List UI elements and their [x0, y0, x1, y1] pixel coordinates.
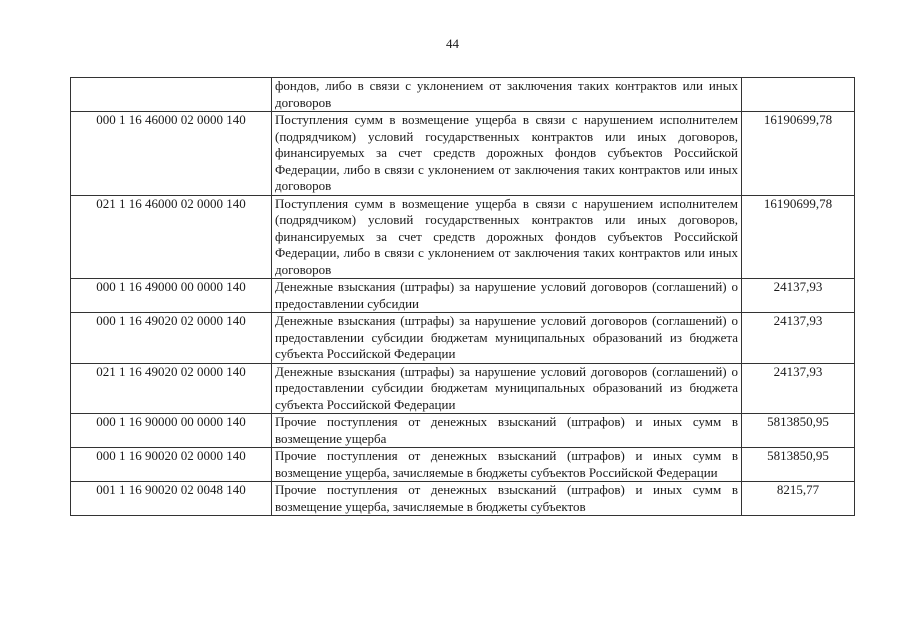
table-row	[71, 363, 855, 414]
revenue-description: Денежные взыскания (штрафы) за нарушение условий договоров (соглашений) о предоставлении субсидии	[272, 279, 742, 313]
revenue-amount: 16190699,78	[742, 195, 855, 279]
page-number: 44	[446, 36, 459, 51]
revenue-code: 000 1 16 49020 02 0000 140	[71, 313, 272, 364]
revenue-amount: 24137,93	[742, 363, 855, 414]
revenue-description: Прочие поступления от денежных взысканий (штрафов) и иных сумм в возмещение ущерба, зачисляемые в бюджеты субъектов	[272, 482, 742, 516]
revenue-amount	[742, 78, 855, 112]
table-row	[71, 448, 855, 482]
revenue-code: 000 1 16 49000 00 0000 140	[71, 279, 272, 313]
budget-revenue-table	[70, 77, 855, 516]
revenue-amount: 5813850,95	[742, 448, 855, 482]
revenue-amount: 8215,77	[742, 482, 855, 516]
revenue-description: Поступления сумм в возмещение ущерба в связи с нарушением исполнителем (подрядчиком) условий государственных контрактов или иных договоров, финансируемых за счет средств дорожных фондов субъектов Российской Федерации, либо в связи с уклонением от заключения таких контрактов или иных договоров	[272, 112, 742, 196]
revenue-amount: 5813850,95	[742, 414, 855, 448]
table-row	[71, 78, 855, 112]
table-row	[71, 313, 855, 364]
revenue-description: Прочие поступления от денежных взысканий (штрафов) и иных сумм в возмещение ущерба	[272, 414, 742, 448]
table-row	[71, 414, 855, 448]
revenue-code: 021 1 16 49020 02 0000 140	[71, 363, 272, 414]
revenue-description: фондов, либо в связи с уклонением от заключения таких контрактов или иных договоров	[272, 78, 742, 112]
revenue-description: Прочие поступления от денежных взысканий (штрафов) и иных сумм в возмещение ущерба, зачисляемые в бюджеты субъектов Российской Федерации	[272, 448, 742, 482]
revenue-code: 001 1 16 90020 02 0048 140	[71, 482, 272, 516]
revenue-amount: 24137,93	[742, 313, 855, 364]
table-row	[71, 279, 855, 313]
revenue-code	[71, 78, 272, 112]
table-row	[71, 482, 855, 516]
revenue-amount: 16190699,78	[742, 112, 855, 196]
revenue-description: Поступления сумм в возмещение ущерба в связи с нарушением исполнителем (подрядчиком) условий государственных контрактов или иных договоров, финансируемых за счет средств дорожных фондов субъектов Российской Федерации, либо в связи с уклонением от заключения таких контрактов или иных договоров	[272, 195, 742, 279]
table-row	[71, 112, 855, 196]
revenue-description: Денежные взыскания (штрафы) за нарушение условий договоров (соглашений) о предоставлении субсидии бюджетам муниципальных образований из бюджета субъекта Российской Федерации	[272, 363, 742, 414]
revenue-code: 000 1 16 46000 02 0000 140	[71, 112, 272, 196]
revenue-description: Денежные взыскания (штрафы) за нарушение условий договоров (соглашений) о предоставлении субсидии бюджетам муниципальных образований из бюджета субъекта Российской Федерации	[272, 313, 742, 364]
revenue-amount: 24137,93	[742, 279, 855, 313]
revenue-code: 000 1 16 90020 02 0000 140	[71, 448, 272, 482]
revenue-code: 021 1 16 46000 02 0000 140	[71, 195, 272, 279]
table-row	[71, 195, 855, 279]
revenue-code: 000 1 16 90000 00 0000 140	[71, 414, 272, 448]
